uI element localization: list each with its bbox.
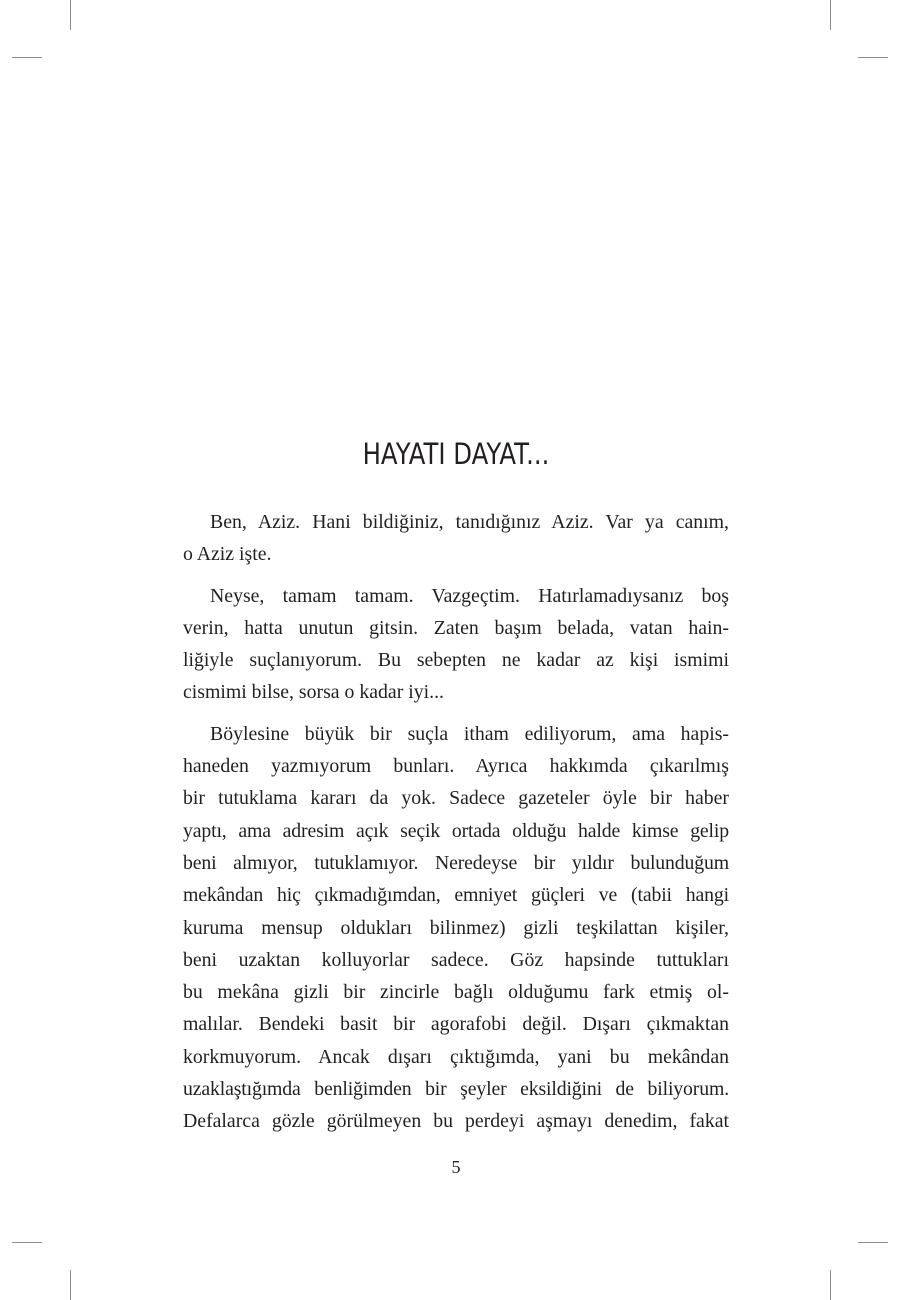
- paragraph: [183, 506, 729, 571]
- text-line: Neyse, tamam tamam. Vazgeçtim. Hatırlamadıysanız boş: [210, 584, 729, 607]
- text-line: liğiyle suçlanıyorum. Bu sebepten ne kadar az kişi ismimi: [183, 649, 729, 672]
- text-line: yaptı, ama adresim açık seçik ortada olduğu halde kimse gelip: [183, 819, 729, 842]
- crop-mark-left-bottom: [12, 1242, 42, 1243]
- text-line: kuruma mensup oldukları bilinmez) gizli teşkilattan kişiler,: [183, 916, 729, 939]
- crop-mark-top-left: [70, 0, 71, 30]
- text-line: korkmuyorum. Ancak dışarı çıktığımda, yani bu mekândan: [183, 1045, 729, 1068]
- text-line: bu mekâna gizli bir zincirle bağlı olduğumu fark etmiş ol-: [183, 981, 729, 1004]
- text-line: Ben, Aziz. Hani bildiğiniz, tanıdığınız Aziz. Var ya canım,: [210, 511, 729, 533]
- text-line: bir tutuklama kararı da yok. Sadece gazeteler öyle bir haber: [183, 787, 729, 810]
- text-line: malılar. Bendeki basit bir agorafobi değil. Dışarı çıkmaktan: [183, 1013, 729, 1036]
- text-line: haneden yazmıyorum bunları. Ayrıca hakkımda çıkarılmış: [183, 755, 729, 778]
- text-line: Defalarca gözle görülmeyen bu perdeyi aşmayı denedim, fakat: [183, 1110, 729, 1133]
- text-line: mekândan hiç çıkmadığımdan, emniyet güçleri ve (tabii hangi: [183, 884, 729, 907]
- crop-mark-right-bottom: [858, 1242, 888, 1243]
- text-line: uzaklaştığımda benliğimden bir şeyler eksildiğini de biliyorum.: [183, 1078, 729, 1101]
- text-line: beni uzaktan kolluyorlar sadece. Göz hapsinde tuttukları: [183, 948, 729, 971]
- body-text: [183, 506, 729, 1147]
- paragraph: [183, 580, 729, 709]
- text-line: o Aziz işte.: [183, 543, 272, 566]
- text-line: beni almıyor, tutuklamıyor. Neredeyse bir yıldır bulunduğum: [183, 851, 729, 874]
- crop-mark-left-top: [12, 57, 42, 58]
- chapter-title: HAYATI DAYAT...: [362, 437, 550, 471]
- crop-mark-top-right: [830, 0, 831, 30]
- text-line: Böylesine büyük bir suçla itham ediliyorum, ama hapis-: [210, 722, 729, 745]
- page-number: 5: [451, 1157, 461, 1177]
- paragraph: [183, 718, 729, 1138]
- crop-mark-right-top: [858, 57, 888, 58]
- text-line: cismimi bilse, sorsa o kadar iyi...: [183, 681, 444, 704]
- text-line: verin, hatta unutun gitsin. Zaten başım belada, vatan hain-: [183, 616, 729, 639]
- crop-mark-bottom-right: [830, 1270, 831, 1300]
- crop-mark-bottom-left: [70, 1270, 71, 1300]
